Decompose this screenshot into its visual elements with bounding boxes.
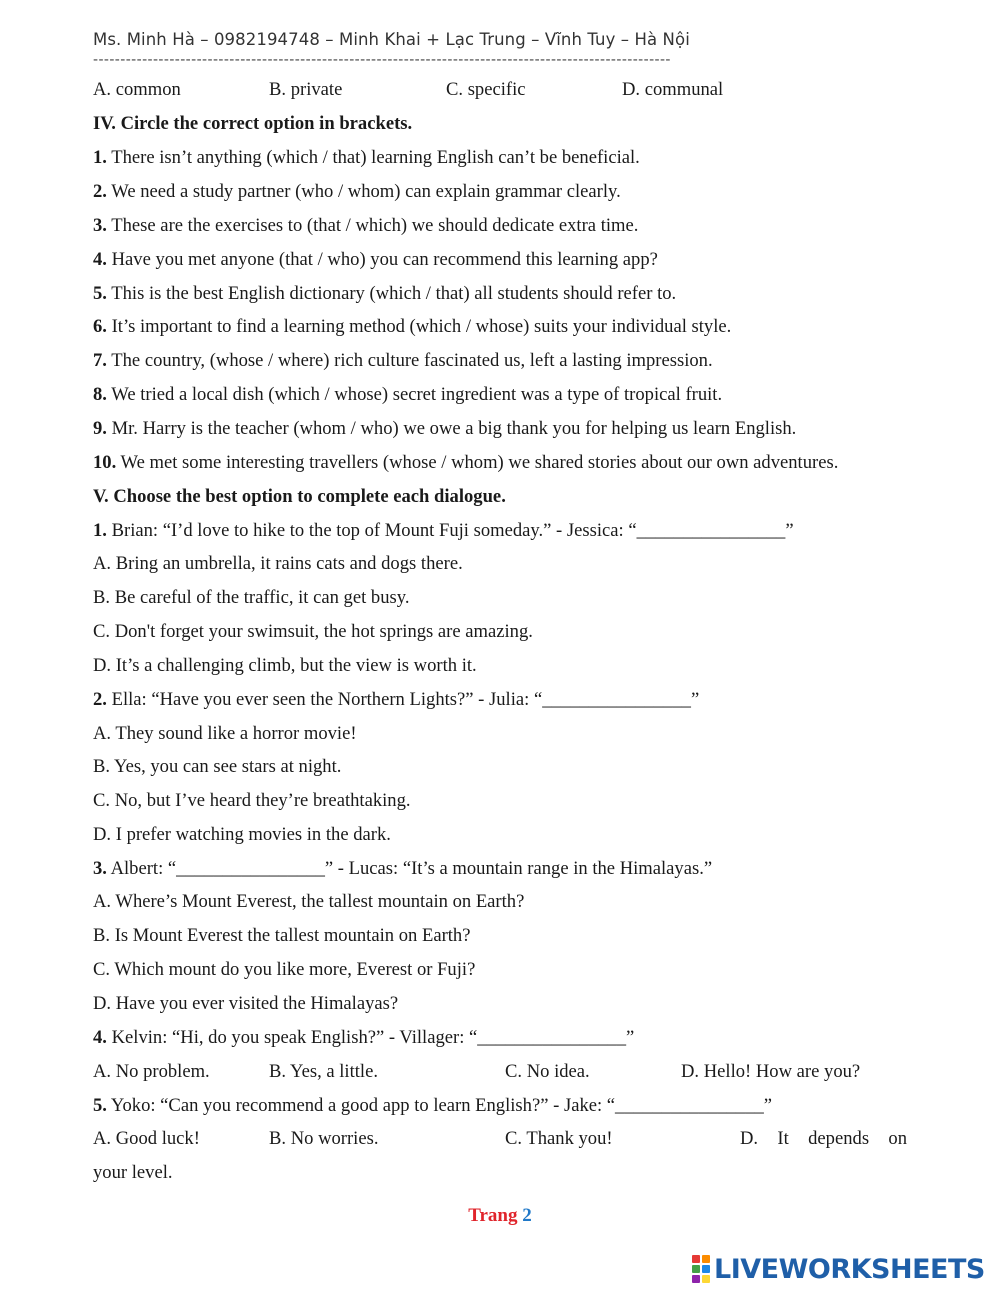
dialogue-1-option-d: D. It’s a challenging climb, but the view is worth it. [93,655,477,676]
dialogue-5-option-d-continuation: your level. [93,1162,173,1183]
dialogue-2-option-a: A. They sound like a horror movie! [93,723,357,744]
dialogue-4-option-a: A. No problem. [93,1061,210,1082]
logo-square [692,1265,700,1273]
section-4-item-4: 4. Have you met anyone (that / who) you can recommend this learning app? [93,249,658,270]
dialogue-5-option-d: D. It depends on [740,1128,907,1149]
dialogue-2-option-b: B. Yes, you can see stars at night. [93,756,342,777]
logo-square [702,1255,710,1263]
logo-square [692,1255,700,1263]
section-4-item-9: 9. Mr. Harry is the teacher (whom / who) we owe a big thank you for helping us learn English. [93,418,797,439]
logo-icon [692,1255,710,1283]
dialogue-5-prompt: 5. Yoko: “Can you recommend a good app to learn English?” - Jake: “________________” [93,1095,773,1116]
section-4-item-8: 8. We tried a local dish (which / whose) secret ingredient was a type of tropical fruit. [93,384,723,405]
dialogue-3-option-b: B. Is Mount Everest the tallest mountain on Earth? [93,925,471,946]
dialogue-3-prompt: 3. Albert: “________________” - Lucas: “It’s a mountain range in the Himalayas.” [93,858,713,879]
logo-square [692,1275,700,1283]
dialogue-4-option-b: B. Yes, a little. [269,1061,378,1082]
dialogue-4-option-d: D. Hello! How are you? [681,1061,861,1082]
prev-option-d: D. communal [622,79,724,100]
dialogue-2-option-d: D. I prefer watching movies in the dark. [93,824,391,845]
dialogue-1-option-b: B. Be careful of the traffic, it can get busy. [93,587,410,608]
section-4-item-1: 1. There isn’t anything (which / that) learning English can’t be beneficial. [93,147,640,168]
dialogue-1-prompt: 1. Brian: “I’d love to hike to the top of Mount Fuji someday.” - Jessica: “________________” [93,520,794,541]
dialogue-4-prompt: 4. Kelvin: “Hi, do you speak English?” - Villager: “________________” [93,1027,635,1048]
section-4-item-10: 10. We met some interesting travellers (whose / whom) we shared stories about our own adventures. [93,452,839,473]
dialogue-3-option-d: D. Have you ever visited the Himalayas? [93,993,399,1014]
page-header: Ms. Minh Hà – 0982194748 – Minh Khai + Lạc Trung – Vĩnh Tuy – Hà Nội [93,30,690,49]
dialogue-5-option-b: B. No worries. [269,1128,379,1149]
dialogue-3-option-c: C. Which mount do you like more, Everest or Fuji? [93,959,476,980]
page-number: Trang 2 [468,1205,532,1226]
section-4-item-3: 3. These are the exercises to (that / which) we should dedicate extra time. [93,215,639,236]
dialogue-5-option-c: C. Thank you! [505,1128,613,1149]
header-divider: ---------------------------------------------------------------------------------------------------------- [93,52,671,68]
section-4-item-7: 7. The country, (whose / where) rich culture fascinated us, left a lasting impression. [93,350,713,371]
section-4-item-5: 5. This is the best English dictionary (which / that) all students should refer to. [93,283,677,304]
logo-text: LIVEWORKSHEETS [714,1253,985,1285]
section-5-heading: V. Choose the best option to complete each dialogue. [93,486,506,507]
liveworksheets-logo [692,1254,985,1284]
dialogue-2-option-c: C. No, but I’ve heard they’re breathtaking. [93,790,411,811]
section-4-heading: IV. Circle the correct option in brackets. [93,113,413,134]
prev-option-a: A. common [93,79,181,100]
prev-option-c: C. specific [446,79,526,100]
dialogue-4-option-c: C. No idea. [505,1061,590,1082]
logo-square [702,1275,710,1283]
dialogue-1-option-c: C. Don't forget your swimsuit, the hot springs are amazing. [93,621,533,642]
dialogue-1-option-a: A. Bring an umbrella, it rains cats and dogs there. [93,553,463,574]
dialogue-5-option-a: A. Good luck! [93,1128,200,1149]
section-4-item-2: 2. We need a study partner (who / whom) can explain grammar clearly. [93,181,621,202]
logo-square [702,1265,710,1273]
prev-option-b: B. private [269,79,343,100]
dialogue-2-prompt: 2. Ella: “Have you ever seen the Northern Lights?” - Julia: “________________” [93,689,700,710]
section-4-item-6: 6. It’s important to find a learning method (which / whose) suits your individual style. [93,316,732,337]
dialogue-3-option-a: A. Where’s Mount Everest, the tallest mountain on Earth? [93,891,525,912]
